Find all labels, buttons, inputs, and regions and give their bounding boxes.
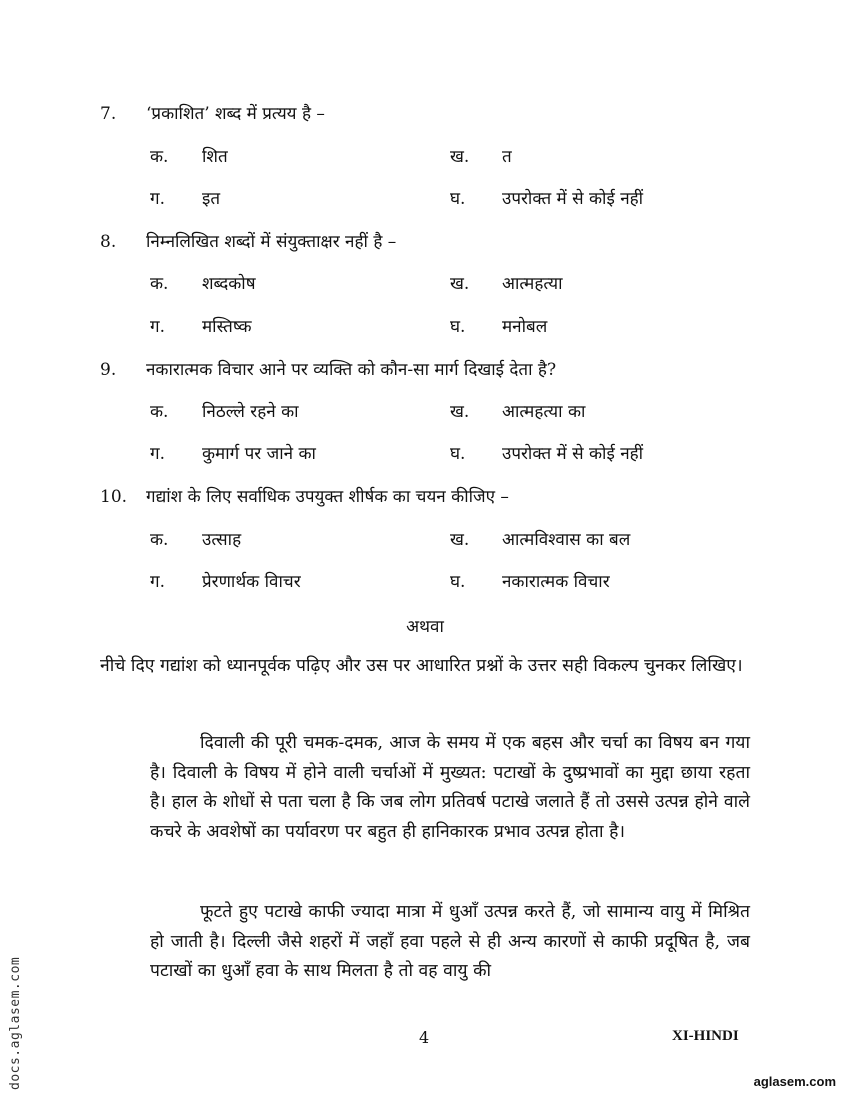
question-text: गद्यांश के लिए सर्वाधिक उपयुक्त शीर्षक का चयन कीजिए – bbox=[146, 487, 509, 507]
option-label: घ. bbox=[450, 189, 466, 209]
option-label: ख. bbox=[450, 147, 470, 167]
question-number: 9. bbox=[100, 360, 117, 380]
option-text: उपरोक्त में से कोई नहीं bbox=[502, 189, 644, 209]
option-text: उत्साह bbox=[202, 530, 242, 550]
subject-code: XI-HINDI bbox=[672, 1028, 739, 1044]
option-label: घ. bbox=[450, 317, 466, 337]
option-label: क. bbox=[150, 147, 169, 167]
page-number: 4 bbox=[419, 1028, 430, 1047]
question-text: ‘प्रकाशित’ शब्द में प्रत्यय है – bbox=[146, 104, 325, 124]
option-label: ख. bbox=[450, 274, 470, 294]
option-text: त bbox=[502, 147, 512, 167]
option-text: आत्महत्या bbox=[502, 274, 563, 294]
question-text: नकारात्मक विचार आने पर व्यक्ति को कौन-सा मार्ग दिखाई देता है? bbox=[146, 360, 557, 380]
option-text: प्रेरणार्थक विाचर bbox=[202, 572, 301, 592]
option-text: आत्मविश्वास का बल bbox=[502, 530, 631, 550]
question-number: 8. bbox=[100, 232, 117, 252]
option-label: ख. bbox=[450, 402, 470, 422]
option-text: शित bbox=[202, 147, 228, 167]
option-text: निठल्ले रहने का bbox=[202, 402, 299, 422]
option-label: ग. bbox=[150, 572, 165, 592]
option-label: घ. bbox=[450, 444, 466, 464]
option-text: कुमार्ग पर जाने का bbox=[202, 444, 316, 464]
bottom-watermark: aglasem.com bbox=[753, 1074, 836, 1089]
passage-paragraph-1: दिवाली की पूरी चमक-दमक, आज के समय में एक बहस और चर्चा का विषय बन गया है। दिवाली के विषय में होने वाली चर्चाओं में मुख्यत: पटाखों के दुष्प्रभावों का मुद्दा छाया रहता है। हाल के शोधों से पता चला है कि जब लोग प्रतिवर्ष पटाखे जलाते हैं तो उससे उत्पन्न होने वाले कचरे के अवशेषों का पर्यावरण पर बहुत ही हानिकारक प्रभाव उत्पन्न होता है। bbox=[150, 733, 750, 842]
option-label: क. bbox=[150, 530, 169, 550]
side-watermark: docs.aglasem.com bbox=[8, 956, 23, 1090]
option-text: आत्महत्या का bbox=[502, 402, 586, 422]
option-label: ग. bbox=[150, 444, 165, 464]
option-label: ग. bbox=[150, 189, 165, 209]
option-text: उपरोक्त में से कोई नहीं bbox=[502, 444, 644, 464]
option-text: मस्तिष्क bbox=[202, 317, 252, 337]
option-label: घ. bbox=[450, 572, 466, 592]
passage-paragraph-2: फूटते हुए पटाखे काफी ज्यादा मात्रा में धुआँ उत्पन्न करते हैं, जो सामान्य वायु में मिश्रित हो जाती है। दिल्ली जैसे शहरों में जहाँ हवा पहले से ही अन्य कारणों से काफी प्रदूषित है, जब पटाखों का धुआँ हवा के साथ मिलता है तो वह वायु की bbox=[150, 902, 750, 981]
option-label: क. bbox=[150, 274, 169, 294]
question-number: 7. bbox=[100, 104, 117, 124]
athva-heading: अथवा bbox=[406, 617, 444, 637]
option-label: क. bbox=[150, 402, 169, 422]
question-text: निम्नलिखित शब्दों में संयुक्ताक्षर नहीं है – bbox=[146, 232, 397, 252]
question-number: 10. bbox=[100, 487, 128, 507]
option-label: ख. bbox=[450, 530, 470, 550]
instruction-text: नीचे दिए गद्यांश को ध्यानपूर्वक पढ़िए और उस पर आधारित प्रश्नों के उत्तर सही विकल्प चुनकर लिखिए। bbox=[100, 656, 743, 676]
option-label: ग. bbox=[150, 317, 165, 337]
option-text: मनोबल bbox=[502, 317, 548, 337]
option-text: नकारात्मक विचार bbox=[502, 572, 610, 592]
option-text: इत bbox=[202, 189, 221, 209]
option-text: शब्दकोष bbox=[202, 274, 256, 294]
